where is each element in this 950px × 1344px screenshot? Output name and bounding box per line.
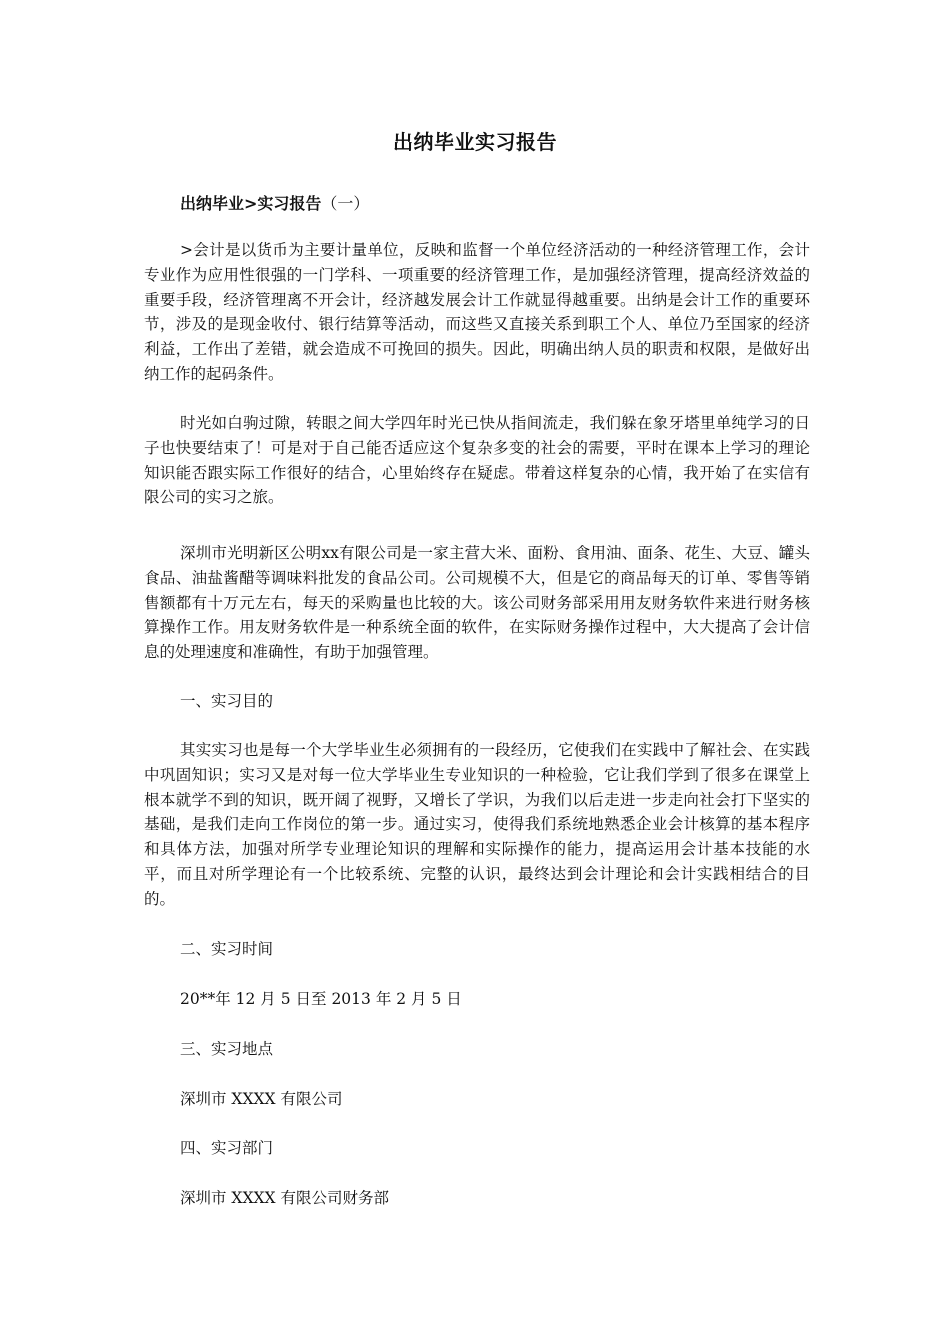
subtitle-number: （一）: [321, 194, 370, 213]
section-heading-purpose: 一、实习目的: [180, 692, 274, 710]
section-heading-department: 四、实习部门: [180, 1139, 274, 1157]
paragraph-intro: >会计是以货币为主要计量单位，反映和监督一个单位经济活动的一种经济管理工作，会计专业作为应用性很强的一门学科、一项重要的经济管理工作，是加强经济管理，提高经济效益的重要手段，经济管理离不开会计，经济越发展会计工作就显得越重要。出纳是会计工作的重要环节，涉及的是现金收付、银行结算等活动，而这些又直接关系到职工个人、单位乃至国家的经济利益，工作出了差错，就会造成不可挽回的损失。因此，明确出纳人员的职责和权限，是做好出纳工作的起码条件。: [144, 241, 810, 383]
internship-time-value: 20**年 12 月 5 日至 2013 年 2 月 5 日: [180, 990, 462, 1008]
document-title: 出纳毕业实习报告: [393, 130, 557, 154]
paragraph-purpose: 其实实习也是每一个大学毕业生必须拥有的一段经历，它使我们在实践中了解社会、在实践中巩固知识；实习又是对每一位大学毕业生专业知识的一种检验，它让我们学到了很多在课堂上根本就学不到的知识，既开阔了视野，又增长了学识，为我们以后走进一步走向社会打下坚实的基础，是我们走向工作岗位的第一步。通过实习，使得我们系统地熟悉企业会计核算的基本程序和具体方法，加强对所学专业理论知识的理解和实际操作的能力，提高运用会计基本技能的水平，而且对所学理论有一个比较系统、完整的认识，最终达到会计理论和会计实践相结合的目的。: [144, 741, 810, 908]
paragraph-internship-start: 时光如白驹过隙，转眼之间大学四年时光已快从指间流走，我们躲在象牙塔里单纯学习的日子也快要结束了！可是对于自己能否适应这个复杂多变的社会的需要，平时在课本上学习的理论知识能否跟实际工作很好的结合，心里始终存在疑虑。带着这样复杂的心情，我开始了在实信有限公司的实习之旅。: [144, 414, 810, 507]
internship-location-value: 深圳市 XXXX 有限公司: [180, 1090, 343, 1108]
paragraph-company: 深圳市光明新区公明xx有限公司是一家主营大米、面粉、食用油、面条、花生、大豆、罐头食品、油盐酱醋等调味料批发的食品公司。公司规模不大，但是它的商品每天的订单、零售等销售额都有十万元左右，每天的采购量也比较的大。该公司财务部采用用友财务软件来进行财务核算操作工作。用友财务软件是一种系统全面的软件，在实际财务操作过程中，大大提高了会计信息的处理速度和准确性，有助于加强管理。: [144, 544, 810, 662]
subtitle-main: 出纳毕业>实习报告: [180, 194, 322, 213]
report-subtitle: [180, 192, 369, 216]
section-heading-time: 二、实习时间: [180, 940, 274, 958]
section-heading-location: 三、实习地点: [180, 1040, 274, 1058]
internship-department-value: 深圳市 XXXX 有限公司财务部: [180, 1189, 389, 1207]
